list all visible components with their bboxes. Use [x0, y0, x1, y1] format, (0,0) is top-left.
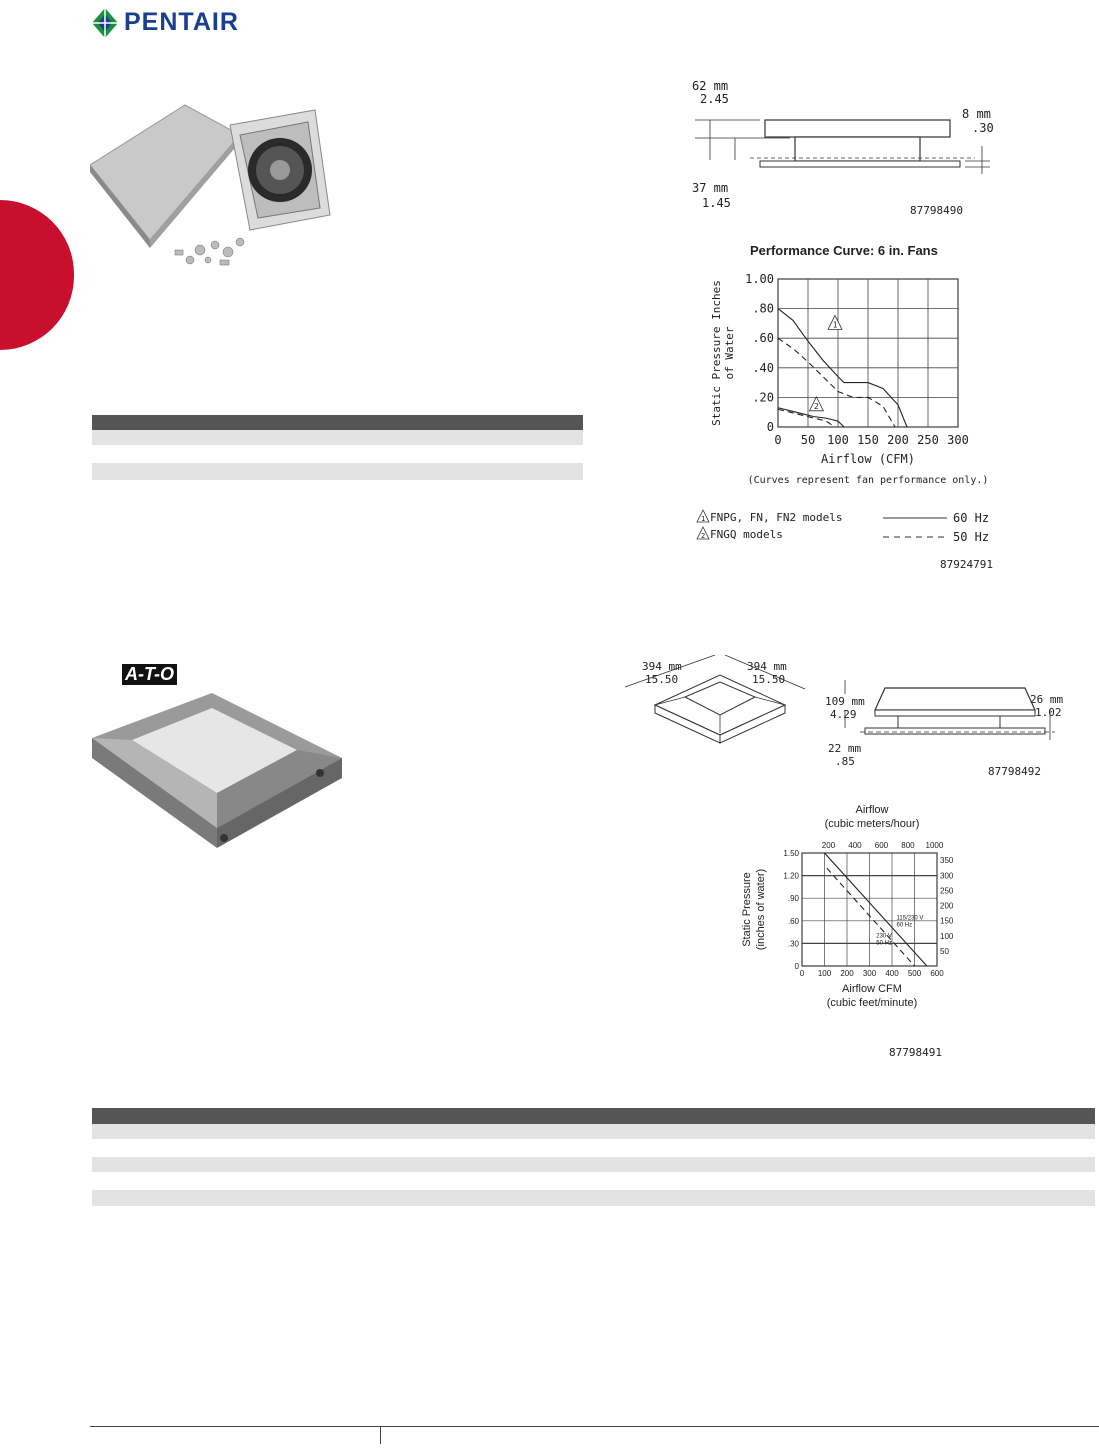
chart1-x-tick: 150 [857, 433, 879, 447]
chart2-svg [732, 800, 972, 1022]
chart1-x-tick: 250 [917, 433, 939, 447]
chart1-x-tick: 50 [800, 433, 816, 447]
chart2-y2-tick: 200 [940, 901, 954, 911]
dim1-c-mm: 37 mm [692, 181, 729, 195]
chart1-drawing-no: 87924791 [940, 558, 993, 571]
dim1-a-in: 2.45 [700, 92, 729, 106]
chart1-svg [690, 262, 1020, 492]
legend-hz2: 50 Hz [953, 530, 990, 544]
chart2-series-1 [825, 853, 927, 966]
chart2-x2-tick: 200 [821, 841, 836, 850]
chart2-y2-tick: 100 [940, 931, 954, 941]
legend-marker1: 1 [701, 515, 706, 523]
chart2-y-tick: 1.50 [783, 849, 799, 858]
chart2-x-tick: 100 [817, 969, 832, 978]
chart2 [732, 800, 972, 1022]
product-image-roof-fan [92, 688, 344, 868]
chart2-y2-tick: 150 [940, 916, 954, 926]
chart1-y-tick: 1.00 [745, 272, 774, 286]
table1-header [92, 415, 583, 430]
dim1-b-mm: 8 mm [962, 107, 991, 121]
dim1-drawing-no: 87798490 [910, 204, 963, 217]
chart1-x-tick: 200 [887, 433, 909, 447]
dim2-b-in: .85 [835, 755, 855, 768]
chart1-y-tick: .60 [752, 331, 774, 346]
ato-badge: A-T-O [122, 664, 177, 685]
chart2-x2-tick: 1000 [925, 841, 944, 850]
chart1-xlabel: Airflow (CFM) [821, 452, 915, 466]
dim2-t-in: 1.02 [1035, 706, 1062, 719]
legend-hz1: 60 Hz [953, 511, 990, 525]
brand-logo [90, 6, 290, 42]
chart2-y-tick: .30 [787, 939, 799, 949]
chart1-curve-marker-1-label: 1 [832, 320, 838, 330]
dim2-w1-in: 15.50 [645, 673, 679, 686]
chart2-y2-tick: 350 [940, 856, 954, 866]
chart2-title: Airflow [855, 804, 889, 816]
chart2-y2-tick: 250 [940, 886, 954, 896]
chart2-series-2-label: 50 Hz [876, 940, 892, 947]
chart2-series-1-label: 115/230 V [896, 915, 924, 922]
chart2-y-tick: 0 [794, 962, 799, 971]
chart2-series-1-label: 60 Hz [896, 922, 913, 929]
dimension-drawing-2b [820, 670, 1080, 785]
chart1-y-tick: .20 [752, 390, 774, 405]
chart2-ylabel2: (inches of water) [755, 868, 767, 951]
chart2-series-2-label: 230 V [876, 933, 892, 940]
legend-marker2: 2 [701, 532, 706, 540]
chart1-curve-marker-2-label: 2 [813, 401, 819, 411]
chart1 [690, 262, 1020, 492]
chart2-x2-tick: 400 [848, 841, 862, 850]
dimension-drawing-1 [690, 80, 1010, 220]
chart2-x-tick: 0 [799, 969, 805, 978]
chart2-xlabel2: (cubic feet/minute) [826, 997, 918, 1009]
dim2-h-mm: 109 mm [825, 695, 865, 708]
dim1-b-in: .30 [972, 121, 994, 135]
chart1-x-tick: 300 [947, 433, 969, 447]
chart1-legend [695, 505, 1015, 575]
chart2-x-tick: 300 [862, 969, 877, 978]
chart1-note: (Curves represent fan performance only.) [747, 475, 989, 486]
dimension-drawing-2a [615, 655, 810, 750]
product-image-filter-fan [90, 100, 350, 270]
chart1-series-1-50hz [778, 338, 895, 427]
chart2-x2-tick: 800 [901, 841, 915, 850]
chart2-y-tick: .90 [787, 894, 799, 904]
chart1-ylabel-1: Static Pressure Inches [710, 280, 723, 426]
table1-row [92, 463, 583, 480]
chart2-subtitle: (cubic meters/hour) [824, 818, 920, 830]
dim2-w2-in: 15.50 [752, 673, 786, 686]
pentair-logo-icon [90, 6, 120, 40]
brand-name: PENTAIR [124, 8, 239, 36]
chart2-x-tick: 200 [840, 969, 854, 978]
chart2-x-tick: 600 [930, 969, 944, 978]
chart2-y-tick: 1.20 [783, 871, 799, 881]
footer-divider [380, 1426, 381, 1444]
dim2-w2-mm: 394 mm [747, 660, 787, 673]
table2-row [92, 1157, 1095, 1172]
chart2-y2-tick: 50 [940, 946, 949, 956]
dim2-h-in: 4.29 [830, 708, 857, 721]
dim1-c-in: 1.45 [702, 196, 731, 210]
chart2-x2-tick: 600 [874, 841, 889, 850]
chart1-y-tick: .80 [752, 301, 774, 316]
chart1-x-tick: 100 [827, 433, 849, 447]
legend-label1: FNPG, FN, FN2 models [710, 511, 843, 524]
chart2-y2-tick: 300 [940, 871, 954, 881]
dim2-t-mm: 26 mm [1030, 693, 1064, 706]
chart1-x-tick: 0 [774, 433, 782, 447]
legend-label2: FNGQ models [710, 528, 783, 541]
footer-rule [90, 1426, 1099, 1427]
chart1-title: Performance Curve: 6 in. Fans [750, 243, 938, 258]
chart2-y-tick: .60 [787, 916, 799, 926]
chart2-x-tick: 400 [885, 969, 899, 978]
dim2-drawing-no: 87798492 [988, 765, 1041, 778]
chart2-ylabel: Static Pressure [741, 872, 753, 947]
chart1-ylabel-2: of Water [723, 326, 736, 380]
chart2-x-tick: 500 [907, 969, 922, 978]
table1-row [92, 430, 583, 445]
dim2-w1-mm: 394 mm [642, 660, 682, 673]
dim1-a-mm: 62 mm [692, 80, 729, 93]
table2-row [92, 1124, 1095, 1139]
table2-header [92, 1108, 1095, 1124]
chart2-drawing-no: 87798491 [889, 1046, 942, 1059]
section-tab [0, 200, 74, 350]
chart2-xlabel: Airflow CFM [842, 983, 902, 995]
chart1-y-tick: 0 [766, 420, 774, 434]
dim2-b-mm: 22 mm [828, 742, 862, 755]
table2-row [92, 1190, 1095, 1206]
chart1-y-tick: .40 [752, 360, 774, 375]
